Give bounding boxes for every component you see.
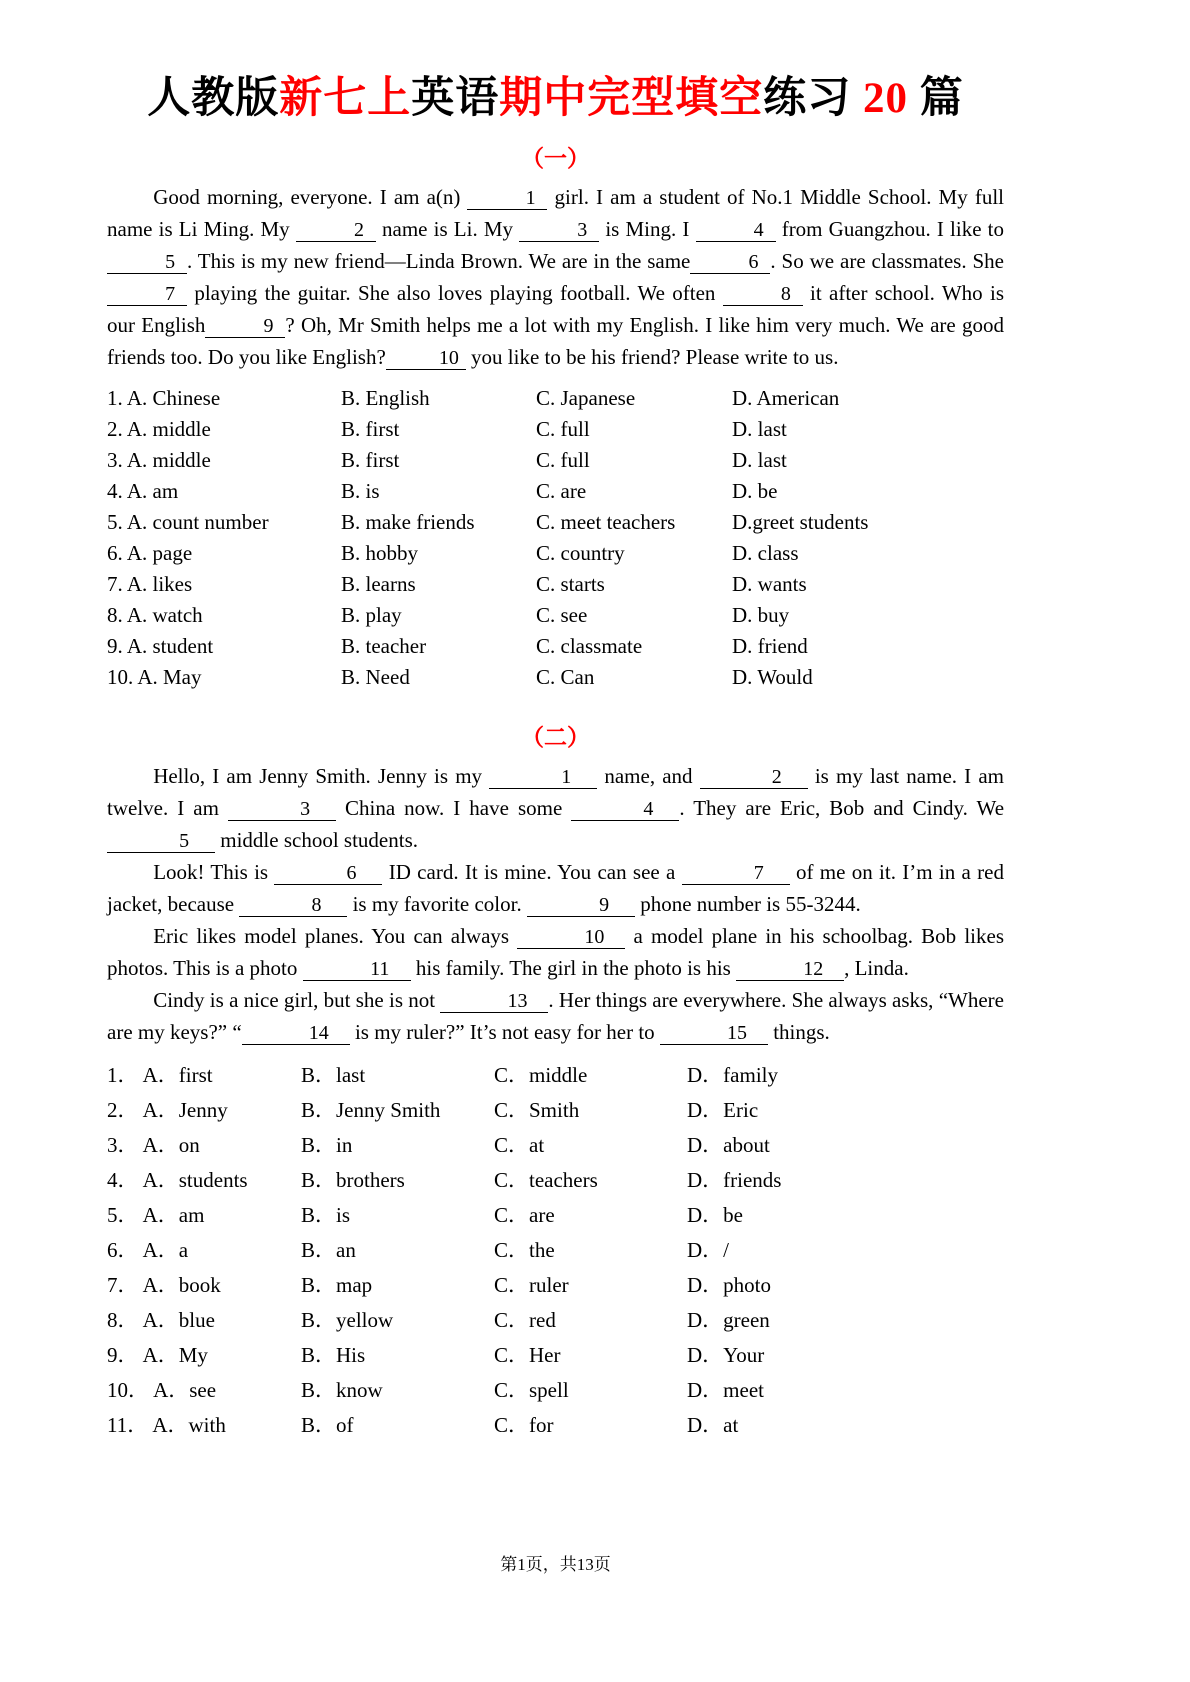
- option-number: 6.: [107, 540, 123, 565]
- option-choice-c: C. see: [536, 602, 588, 627]
- option-number: 8.: [107, 602, 123, 627]
- option-choice-b: B．an: [301, 1237, 356, 1262]
- option-choice-a: A．book: [142, 1272, 221, 1297]
- title-segment-1: 人教版: [147, 75, 280, 122]
- option-choice-b: B. hobby: [341, 540, 419, 565]
- option-choice-c: C. full: [536, 416, 590, 441]
- option-row-start: [107, 1408, 301, 1443]
- cloze-blank: 8: [723, 283, 803, 306]
- cloze-blank: 6: [690, 251, 770, 274]
- option-number: 6．: [107, 1237, 139, 1262]
- option-choice-b: B. first: [341, 447, 400, 472]
- section-heading: （一）: [521, 145, 590, 171]
- cloze-blank: 3: [519, 219, 599, 242]
- option-choice-c: C. meet teachers: [536, 509, 676, 534]
- option-choice-b: B. Need: [341, 664, 410, 689]
- option-row-start: [107, 1303, 301, 1338]
- option-row-start: [107, 414, 341, 445]
- option-choice-b: B．last: [301, 1062, 366, 1087]
- page-footer: 第1页，共13页: [500, 1555, 611, 1574]
- option-choice-c: C. classmate: [536, 633, 643, 658]
- option-number: 4.: [107, 478, 123, 503]
- option-number: 10．: [107, 1377, 149, 1402]
- option-number: 3.: [107, 447, 123, 472]
- option-number: 1．: [107, 1062, 139, 1087]
- options-table: [107, 1058, 1004, 1443]
- option-choice-a: A．on: [142, 1132, 200, 1157]
- option-choice-b: B．Jenny Smith: [301, 1097, 441, 1122]
- option-number: 10.: [107, 664, 134, 689]
- option-choice-c: C. country: [536, 540, 625, 565]
- option-choice-a: A. am: [126, 478, 179, 503]
- option-number: 5.: [107, 509, 123, 534]
- option-choice-d: D．family: [687, 1062, 778, 1087]
- option-row-start: [107, 1128, 301, 1163]
- title-segment-4: 期中完型填空: [499, 75, 764, 122]
- option-number: 2．: [107, 1097, 139, 1122]
- option-number: 11．: [107, 1412, 149, 1437]
- option-choice-b: B．know: [301, 1377, 383, 1402]
- option-choice-b: B. play: [341, 602, 402, 627]
- option-choice-a: A．with: [152, 1412, 226, 1437]
- option-row-start: [107, 1198, 301, 1233]
- option-choice-c: C．for: [494, 1412, 554, 1437]
- option-choice-a: A．see: [153, 1377, 217, 1402]
- option-choice-a: A. middle: [126, 416, 211, 441]
- cloze-blank: 1: [489, 766, 597, 789]
- option-row-start: [107, 1163, 301, 1198]
- option-choice-d: D. be: [732, 478, 778, 503]
- option-choice-b: B. first: [341, 416, 400, 441]
- option-row-start: [107, 538, 341, 569]
- option-choice-a: A. watch: [126, 602, 203, 627]
- option-choice-d: D. American: [732, 385, 840, 410]
- cloze-blank: 10: [517, 926, 625, 949]
- option-row-start: [107, 1338, 301, 1373]
- cloze-blank: 2: [700, 766, 808, 789]
- option-choice-d: D. buy: [732, 602, 790, 627]
- option-row-start: [107, 662, 341, 693]
- option-choice-a: A．a: [142, 1237, 189, 1262]
- cloze-blank: 3: [228, 798, 336, 821]
- option-choice-d: D．green: [687, 1307, 770, 1332]
- option-choice-a: A．students: [142, 1167, 248, 1192]
- option-row-start: [107, 631, 341, 662]
- cloze-blank: 5: [107, 251, 187, 274]
- option-choice-c: C. Japanese: [536, 385, 636, 410]
- option-choice-a: A. likes: [126, 571, 193, 596]
- option-choice-d: D. last: [732, 416, 787, 441]
- option-number: 5．: [107, 1202, 139, 1227]
- option-row-start: [107, 600, 341, 631]
- option-choice-b: B．in: [301, 1132, 353, 1157]
- option-choice-d: D．photo: [687, 1272, 771, 1297]
- option-choice-a: A．first: [142, 1062, 213, 1087]
- option-number: 3．: [107, 1132, 139, 1157]
- option-choice-c: C．middle: [494, 1062, 588, 1087]
- option-choice-c: C．the: [494, 1237, 555, 1262]
- option-choice-b: B. is: [341, 478, 380, 503]
- option-choice-a: A．am: [142, 1202, 205, 1227]
- option-choice-b: B. English: [341, 385, 430, 410]
- option-choice-c: C. starts: [536, 571, 605, 596]
- option-choice-c: C．Her: [494, 1342, 561, 1367]
- option-choice-d: D. class: [732, 540, 799, 565]
- cloze-blank: 7: [682, 862, 790, 885]
- option-choice-d: D．friends: [687, 1167, 782, 1192]
- cloze-blank: 13: [440, 990, 548, 1013]
- option-choice-d: D. last: [732, 447, 787, 472]
- cloze-blank: 1: [467, 187, 547, 210]
- option-choice-b: B．is: [301, 1202, 351, 1227]
- passage-paragraph: Eric likes model planes. You can always 10 a model plane in his schoolbag. Bob likes photos. This is a photo 11 his family. The girl in the photo is his 12 , Linda.: [107, 923, 1004, 980]
- option-row-start: [107, 383, 341, 414]
- option-row-start: [107, 476, 341, 507]
- options-table: [107, 383, 1004, 693]
- cloze-blank: 4: [571, 798, 679, 821]
- cloze-blank: 5: [107, 830, 215, 853]
- option-number: 8．: [107, 1307, 139, 1332]
- cloze-blank: 4: [696, 219, 776, 242]
- cloze-blank: 2: [296, 219, 376, 242]
- option-choice-d: D．/: [687, 1237, 729, 1262]
- option-choice-b: B．brothers: [301, 1167, 405, 1192]
- option-choice-c: C. are: [536, 478, 587, 503]
- option-choice-d: D．about: [687, 1132, 770, 1157]
- section-heading: （二）: [521, 724, 590, 750]
- option-choice-d: D. Would: [732, 664, 813, 689]
- option-row-start: [107, 1058, 301, 1093]
- option-choice-d: D．be: [687, 1202, 743, 1227]
- option-choice-d: D．at: [687, 1412, 739, 1437]
- option-choice-d: D．Your: [687, 1342, 765, 1367]
- cloze-blank: 6: [274, 862, 382, 885]
- option-choice-c: C．teachers: [494, 1167, 598, 1192]
- option-number: 2.: [107, 416, 123, 441]
- option-number: 7.: [107, 571, 123, 596]
- title-segment-7: 篇: [908, 75, 964, 122]
- option-choice-a: A. page: [126, 540, 193, 565]
- option-choice-b: B．His: [301, 1342, 366, 1367]
- cloze-blank: 9: [527, 894, 635, 917]
- option-choice-c: C．at: [494, 1132, 545, 1157]
- option-choice-c: C. Can: [536, 664, 595, 689]
- option-choice-d: D．meet: [687, 1377, 764, 1402]
- option-row-start: [107, 507, 341, 538]
- cloze-blank: 11: [303, 958, 411, 981]
- passage-paragraph: Cindy is a nice girl, but she is not 13 . Her things are everywhere. She always asks, “Where are my keys?” “ 14 is my ruler?” It’s not easy for her to 15 things.: [107, 987, 1004, 1044]
- option-choice-d: D．Eric: [687, 1097, 759, 1122]
- cloze-blank: 12: [736, 958, 844, 981]
- option-row-start: [107, 1233, 301, 1268]
- sections: [107, 140, 1004, 1443]
- passage-paragraph: Hello, I am Jenny Smith. Jenny is my 1 name, and 2 is my last name. I am twelve. I am 3 China now. I have some 4 . They are Eric, Bob and Cindy. We 5 middle school students.: [107, 763, 1005, 852]
- option-choice-a: A. Chinese: [126, 385, 221, 410]
- option-choice-a: A. count number: [126, 509, 269, 534]
- option-choice-c: C．ruler: [494, 1272, 569, 1297]
- passage-paragraph: Good morning, everyone. I am a(n) 1 girl. I am a student of No.1 Middle School. My full name is Li Ming. My 2 name is Li. My 3 is Ming. I 4 from Guangzhou. I like to5 . This is my new friend—Linda Brown. We are in the same 6 . So we are classmates. She7 playing the guitar. She also loves playing football. We often 8 it after school. Who is our English 9 ? Oh, Mr Smith helps me a lot with my English. I like him very much. We are good friends too. Do you like English? 10 you like to be his friend? Please write to us.: [107, 184, 1004, 369]
- option-row-start: [107, 569, 341, 600]
- option-choice-b: B．of: [301, 1412, 354, 1437]
- cloze-blank: 15: [660, 1022, 768, 1045]
- option-number: 9.: [107, 633, 123, 658]
- option-choice-a: A. student: [126, 633, 214, 658]
- option-choice-c: C．red: [494, 1307, 556, 1332]
- option-choice-b: B．map: [301, 1272, 373, 1297]
- option-choice-c: C．are: [494, 1202, 555, 1227]
- title-segment-6: 20: [863, 75, 908, 122]
- option-choice-c: C．Smith: [494, 1097, 580, 1122]
- option-choice-a: A．My: [142, 1342, 208, 1367]
- option-choice-d: D. friend: [732, 633, 808, 658]
- option-choice-b: B. learns: [341, 571, 416, 596]
- option-choice-a: A．blue: [142, 1307, 215, 1332]
- title-segment-2: 新七上: [279, 75, 412, 122]
- cloze-blank: 8: [239, 894, 347, 917]
- option-choice-b: B．yellow: [301, 1307, 394, 1332]
- section-2: [107, 719, 1004, 1443]
- cloze-blank: 14: [242, 1022, 350, 1045]
- cloze-blank: 10: [386, 347, 466, 370]
- option-choice-a: A. May: [137, 664, 202, 689]
- option-row-start: [107, 1093, 301, 1128]
- passage-paragraph: Look! This is 6 ID card. It is mine. You can see a 7 of me on it. I’m in a red jacket, because 8 is my favorite color. 9 phone number is 55-3244.: [107, 859, 1004, 916]
- option-choice-c: C. full: [536, 447, 590, 472]
- option-number: 9．: [107, 1342, 139, 1367]
- option-row-start: [107, 1373, 301, 1408]
- title-segment-5: 练习: [763, 75, 863, 122]
- cloze-blank: 9: [205, 315, 285, 338]
- option-choice-b: B. make friends: [341, 509, 475, 534]
- cloze-blank: 7: [107, 283, 187, 306]
- option-choice-d: D.greet students: [732, 509, 869, 534]
- option-number: 4．: [107, 1167, 139, 1192]
- title-segment-3: 英语: [411, 75, 500, 122]
- option-row-start: [107, 445, 341, 476]
- option-choice-b: B. teacher: [341, 633, 427, 658]
- option-number: 7．: [107, 1272, 139, 1297]
- option-choice-c: C．spell: [494, 1377, 569, 1402]
- section-1: [107, 140, 1004, 693]
- page-title: [107, 72, 1004, 126]
- option-row-start: [107, 1268, 301, 1303]
- option-choice-a: A．Jenny: [142, 1097, 228, 1122]
- option-choice-a: A. middle: [126, 447, 211, 472]
- option-choice-d: D. wants: [732, 571, 807, 596]
- option-number: 1.: [107, 385, 123, 410]
